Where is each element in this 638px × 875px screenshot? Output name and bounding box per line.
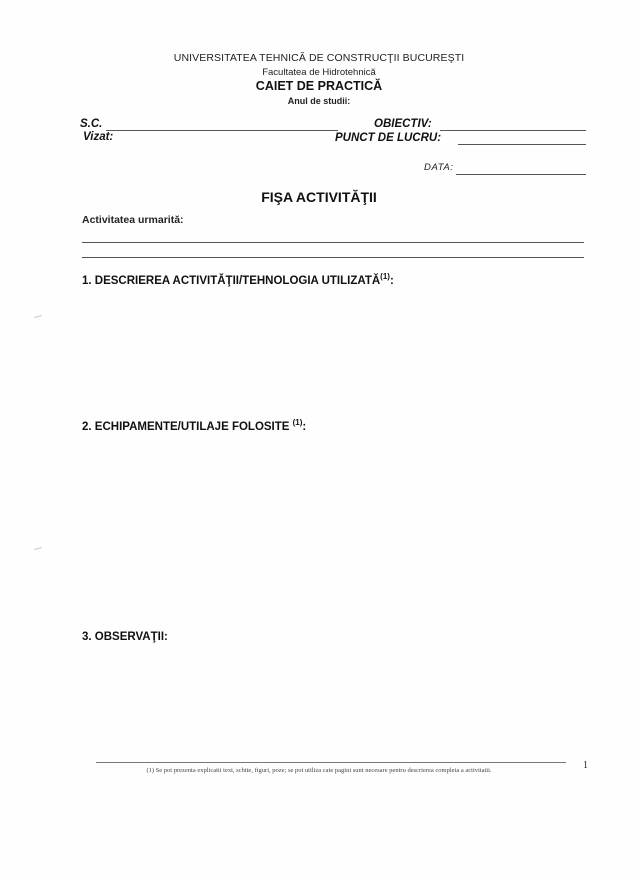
footnote-separator [96, 762, 566, 763]
obiectiv-label: OBIECTIV: [374, 118, 432, 130]
obiectiv-line[interactable] [440, 130, 586, 131]
punct-de-lucru-label: PUNCT DE LUCRU: [335, 132, 442, 144]
section-2-heading [82, 418, 306, 433]
form-title: FIŞA ACTIVITĂŢII [261, 189, 377, 205]
date-label: DATA: [424, 162, 454, 173]
year-of-study-label: Anul de studii: [287, 96, 351, 106]
punct-de-lucru-line[interactable] [458, 144, 586, 145]
section-1-colon: : [389, 274, 394, 287]
date-line[interactable] [456, 174, 586, 175]
vizat-label: Vizat: [83, 131, 114, 143]
sc-line[interactable] [106, 130, 338, 131]
section-3-heading: 3. OBSERVAŢII: [82, 631, 168, 643]
page-number: 1 [583, 760, 588, 771]
section-2-colon: : [302, 420, 307, 433]
activity-label: Activitatea urmarită: [82, 214, 184, 226]
university-name: UNIVERSITATEA TEHNICĂ DE CONSTRUCŢII BUCUREŞTI [173, 52, 465, 64]
scan-mark [34, 547, 42, 550]
footnote-text: (1) Se pot prezenta explicatii text, schite, figuri, poze; se pot utiliza cate pagini sunt necesare pentru descrierea completa a activitatii. [146, 767, 492, 774]
activity-line-2[interactable] [82, 257, 584, 258]
activity-line-1[interactable] [82, 242, 584, 243]
faculty-name: Facultatea de Hidrotehnică [262, 67, 376, 78]
sc-label: S.C. [80, 118, 103, 130]
section-2-text: 2. ECHIPAMENTE/UTILAJE FOLOSITE [82, 420, 293, 433]
section-1-footnote-ref: (1) [380, 272, 390, 281]
section-1-heading [82, 272, 394, 287]
section-2-footnote-ref: (1) [292, 418, 303, 427]
section-1-text: 1. DESCRIEREA ACTIVITĂŢII/TEHNOLOGIA UTILIZATĂ [82, 274, 381, 287]
scan-mark [34, 315, 42, 318]
document-title: CAIET DE PRACTICĂ [255, 79, 383, 93]
